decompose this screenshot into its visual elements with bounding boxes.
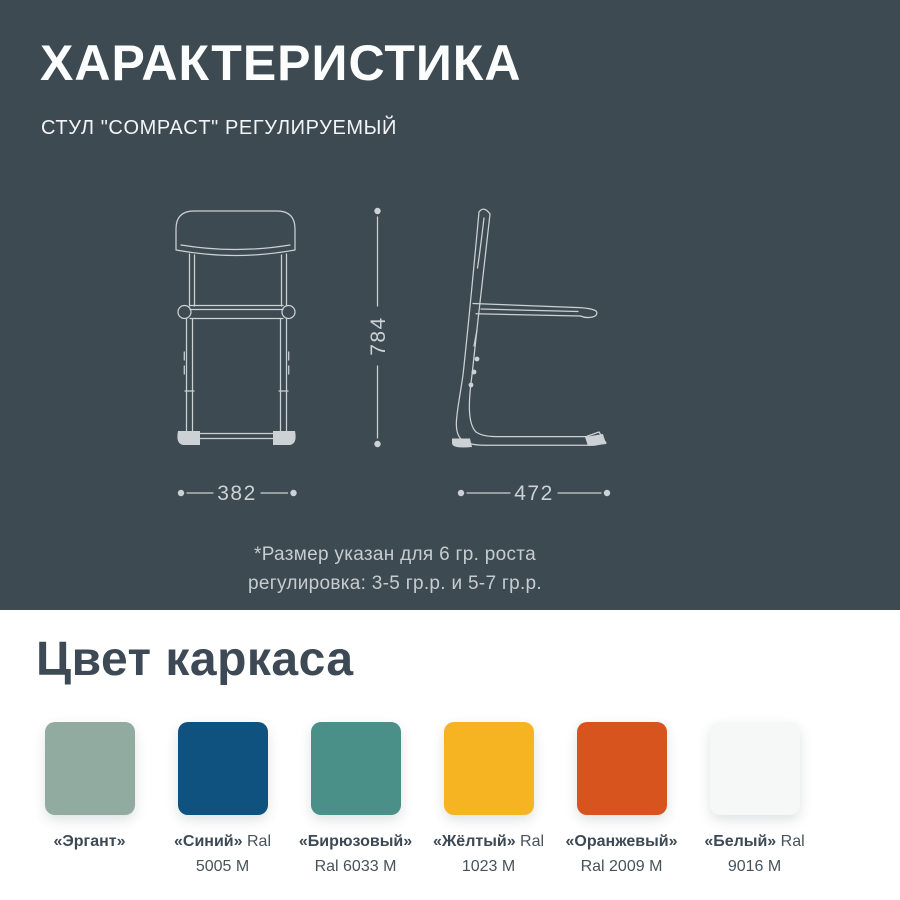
color-swatch-white	[710, 722, 800, 815]
color-option-blue	[156, 722, 289, 879]
color-name: «Белый»	[704, 833, 777, 850]
color-label	[422, 829, 555, 879]
dim-depth-label: 472	[514, 482, 554, 505]
dimension-side-depth	[458, 482, 610, 505]
dimension-front-width	[178, 482, 297, 505]
dim-height-label: 784	[367, 316, 390, 356]
color-option-ergant	[23, 722, 156, 879]
color-swatch-orange	[577, 722, 667, 815]
color-label	[156, 829, 289, 879]
color-swatch-ergant	[45, 722, 135, 815]
color-option-orange	[555, 722, 688, 879]
dimension-height	[367, 208, 390, 447]
color-label	[23, 829, 156, 854]
frame-color-title: Цвет каркаса	[36, 633, 354, 686]
size-note	[145, 540, 645, 598]
page-title: ХАРАКТЕРИСТИКА	[40, 35, 522, 91]
color-name: «Оранжевый»	[565, 833, 678, 850]
size-note-line2: регулировка: 3-5 гр.р. и 5-7 гр.р.	[247, 573, 543, 594]
product-subtitle: СТУЛ "COMPACT" РЕГУЛИРУЕМЫЙ	[41, 117, 397, 139]
color-swatch-turquoise	[311, 722, 401, 815]
color-ral-code: Ral 6033 M	[314, 858, 397, 875]
color-name: «Жёлтый»	[432, 833, 516, 850]
color-ral-code: Ral 9016 M	[727, 833, 805, 875]
color-option-turquoise	[289, 722, 422, 879]
dim-width-label: 382	[217, 482, 257, 505]
color-option-white	[688, 722, 821, 879]
color-ral-code: Ral 5005 M	[195, 833, 271, 875]
chair-front-view-drawing	[176, 211, 296, 445]
color-ral-code: Ral 2009 M	[580, 858, 663, 875]
color-name: «Эргант»	[53, 833, 126, 850]
color-swatch-blue	[178, 722, 268, 815]
size-note-line1: *Размер указан для 6 гр. роста	[254, 544, 536, 565]
color-label	[289, 829, 422, 879]
frame-color-section	[0, 610, 900, 900]
color-name: «Синий»	[174, 833, 243, 850]
color-name: «Бирюзовый»	[298, 833, 413, 850]
color-swatch-row	[23, 722, 883, 879]
color-option-yellow	[422, 722, 555, 879]
color-ral-code: Ral 1023 M	[461, 833, 545, 875]
color-label	[555, 829, 688, 879]
color-label	[688, 829, 821, 879]
chair-side-view-drawing	[452, 209, 606, 447]
color-swatch-yellow	[444, 722, 534, 815]
